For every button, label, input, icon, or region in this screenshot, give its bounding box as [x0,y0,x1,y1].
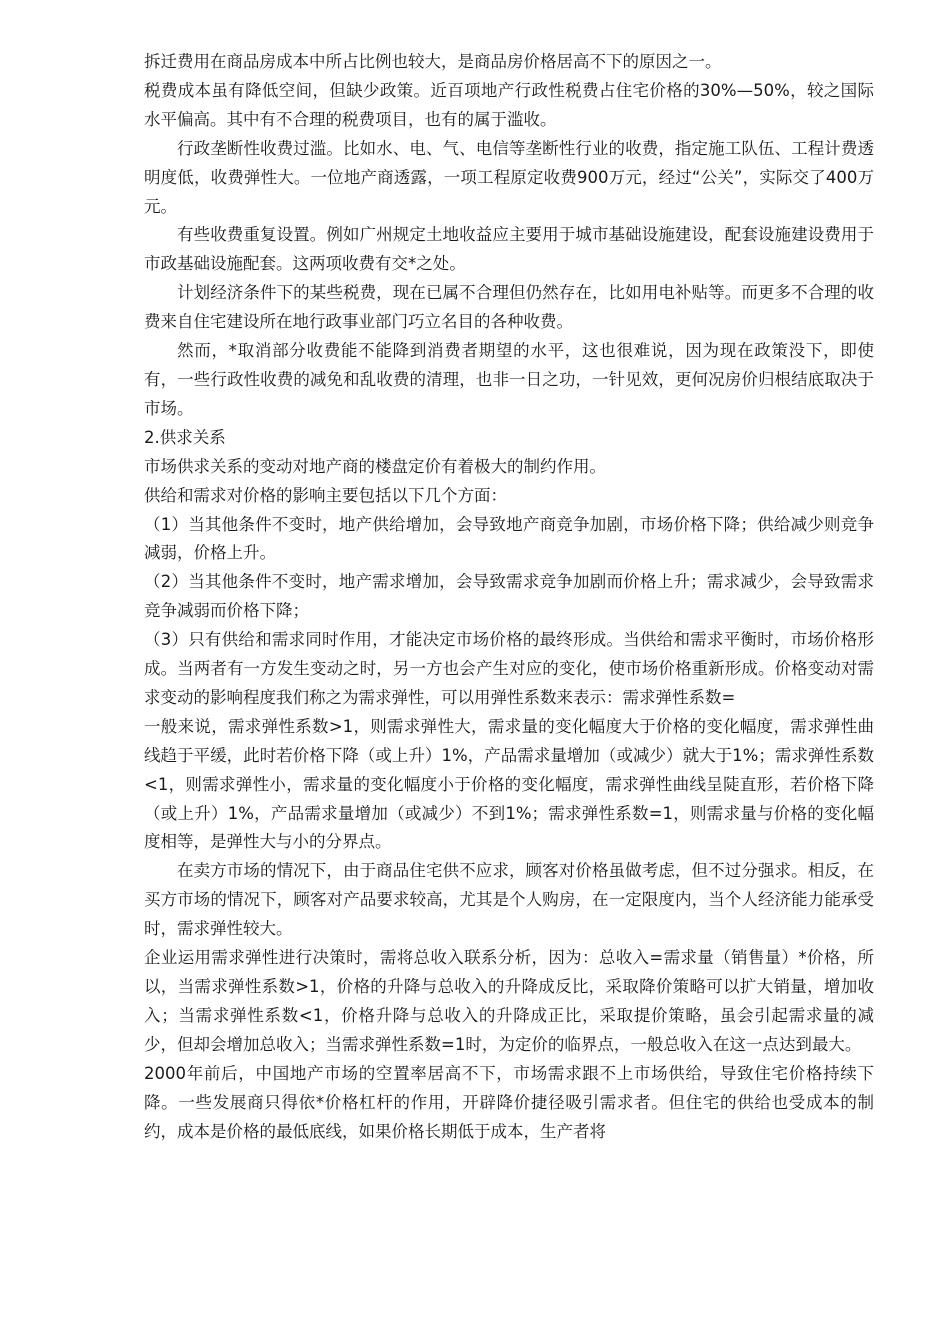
paragraph: 有些收费重复设置。例如广州规定土地收益应主要用于城市基础设施建设，配套设施建设费用于市政基础设施配套。这两项收费有交*之处。 [144,225,874,274]
paragraph: 计划经济条件下的某些税费，现在已属不合理但仍然存在，比如用电补贴等。而更多不合理的收费来自住宅建设所在地行政事业部门巧立名目的各种收费。 [144,283,874,332]
paragraph: 供给和需求对价格的影响主要包括以下几个方面： [144,485,507,505]
list-item: （3）只有供给和需求同时作用，才能决定市场价格的最终形成。当供给和需求平衡时，市场价格形成。当两者有一方发生变动之时，另一方也会产生对应的变化，使市场价格重新形成。价格变动对需求变动的影响程度我们称之为需求弹性，可以用弹性系数来表示：需求弹性系数= [144,630,874,707]
list-item: （2）当其他条件不变时，地产需求增加，会导致需求竞争加剧而价格上升；需求减少，会导致需求竞争减弱而价格下降； [144,572,874,621]
paragraph: 然而，*取消部分收费能不能降到消费者期望的水平，这也很难说，因为现在政策没下，即使有，一些行政性收费的减免和乱收费的清理，也非一日之功，一针见效，更何况房价归根结底取决于市场。 [144,341,874,418]
list-item: （1）当其他条件不变时，地产供给增加，会导致地产商竞争加剧，市场价格下降；供给减少则竞争减弱，价格上升。 [144,514,874,563]
paragraph: 一般来说，需求弹性系数>1，则需求弹性大，需求量的变化幅度大于价格的变化幅度，需求弹性曲线趋于平缓，此时若价格下降（或上升）1%，产品需求量增加（或减少）就大于1%；需求弹性系数<1，则需求弹性小，需求量的变化幅度小于价格的变化幅度，需求弹性曲线呈陡直形，若价格下降（或上升）1%，产品需求量增加（或减少）不到1%；需求弹性系数=1，则需求量与价格的变化幅度相等，是弹性大与小的分界点。 [144,716,874,852]
paragraph: 行政垄断性收费过滥。比如水、电、气、电信等垄断性行业的收费，指定施工队伍、工程计费透明度低，收费弹性大。一位地产商透露，一项工程原定收费900万元，经过“公关”，实际交了400万元。 [144,138,874,216]
section-heading: 2.供求关系 [144,427,226,447]
paragraph: 税费成本虽有降低空间，但缺少政策。近百项地产行政性税费占住宅价格的30%—50%，较之国际水平偏高。其中有不合理的税费项目，也有的属于滥收。 [144,80,874,129]
paragraph: 在卖方市场的情况下，由于商品住宅供不应求，顾客对价格虽做考虑，但不过分强求。相反，在买方市场的情况下，顾客对产品要求较高，尤其是个人购房，在一定限度内，当个人经济能力能承受时，需求弹性较大。 [144,861,874,939]
paragraph: 2000年前后，中国地产市场的空置率居高不下，市场需求跟不上市场供给，导致住宅价格持续下降。一些发展商只得依*价格杠杆的作用，开辟降价捷径吸引需求者。但住宅的供给也受成本的制约，成本是价格的最低底线，如果价格长期低于成本，生产者将 [144,1063,874,1141]
paragraph: 市场供求关系的变动对地产商的楼盘定价有着极大的制约作用。 [144,456,606,476]
paragraph: 拆迁费用在商品房成本中所占比例也较大，是商品房价格居高不下的原因之一。 [144,52,722,71]
paragraph: 企业运用需求弹性进行决策时，需将总收入联系分析，因为：总收入=需求量（销售量）*价格，所以，当需求弹性系数>1，价格的升降与总收入的升降成反比，采取降价策略可以扩大销量，增加收入；当需求弹性系数<1，价格升降与总收入的升降成正比，采取提价策略，虽会引起需求量的减少，但却会增加总收入；当需求弹性系数=1时，为定价的临界点，一般总收入在这一点达到最大。 [144,948,874,1054]
document-body [144,48,874,1146]
